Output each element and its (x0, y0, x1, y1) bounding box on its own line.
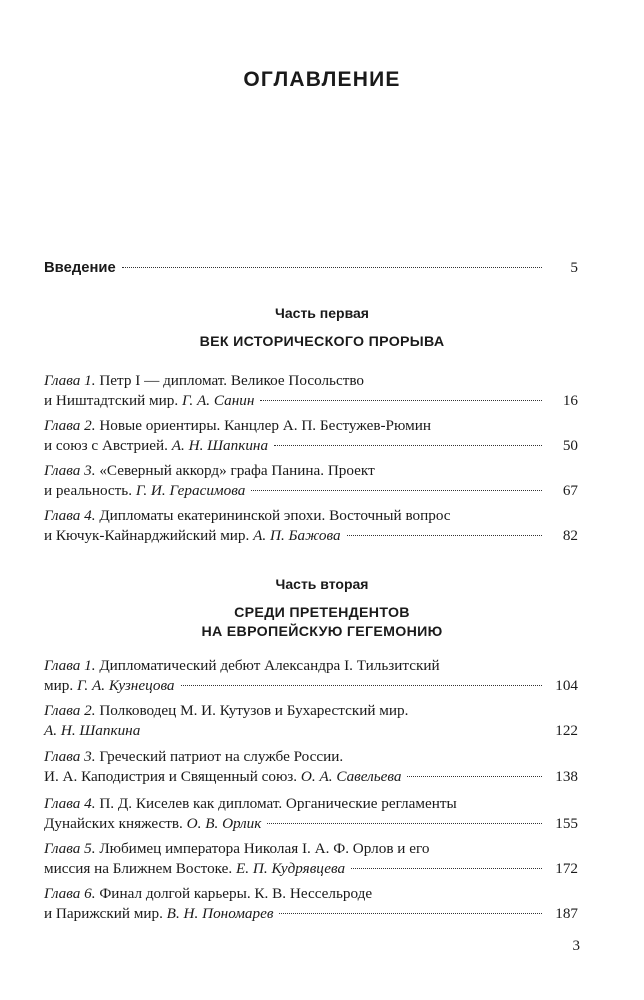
page-ref: 50 (562, 437, 578, 454)
chapter-title-line1: Петр I — дипломат. Великое Посольство (99, 372, 365, 389)
chapter-label: Глава 2. (44, 417, 96, 434)
page-ref: 187 (555, 905, 578, 922)
chapter-title-line2: и реальность. (44, 482, 133, 499)
chapter-title-line2: Дунайских княжеств. (44, 815, 183, 832)
page-ref: 155 (555, 815, 578, 832)
author: О. В. Орлик (186, 815, 262, 832)
chapter-title-line1: П. Д. Киселев как дипломат. Органические регламенты (99, 795, 457, 812)
dot-leader (351, 868, 542, 869)
chapter-title-line1: Дипломатический дебют Александра I. Тильзитский (99, 657, 440, 674)
chapter-title-line2: и Ништадтский мир. (44, 392, 179, 409)
chapter-title-line1: Финал долгой карьеры. К. В. Нессельроде (99, 885, 373, 902)
author: Е. П. Кудрявцева (236, 860, 346, 877)
page-ref: 122 (555, 722, 578, 739)
toc-entry[interactable] (44, 506, 578, 546)
chapter-label: Глава 2. (44, 702, 96, 719)
introduction-title: Введение (44, 260, 116, 276)
chapter-title-line2: миссия на Ближнем Востоке. (44, 860, 233, 877)
author: А. Н. Шапкина (171, 437, 269, 454)
part-label: Часть первая (275, 305, 369, 321)
page-ref: 82 (562, 527, 578, 544)
author: В. Н. Пономарев (166, 905, 274, 922)
toc-entry[interactable] (44, 656, 578, 696)
dot-leader (181, 685, 542, 686)
chapter-label: Глава 1. (44, 372, 96, 389)
toc-entry[interactable] (44, 461, 578, 501)
dot-leader (274, 445, 542, 446)
toc-entry[interactable] (44, 884, 578, 924)
page-ref: 104 (555, 677, 578, 694)
toc-entry[interactable] (44, 371, 578, 411)
chapter-title-line1: «Северный аккорд» графа Панина. Проект (99, 462, 375, 479)
page-title: ОГЛАВЛЕНИЕ (243, 68, 401, 91)
dot-leader (279, 913, 542, 914)
page-ref: 67 (562, 482, 578, 499)
dot-leader (251, 490, 542, 491)
author: Г. И. Герасимова (135, 482, 246, 499)
toc-entry[interactable] (44, 839, 578, 879)
chapter-title-line2: И. А. Каподистрия и Священный союз. (44, 768, 298, 785)
author: Г. А. Санин (181, 392, 255, 409)
part-label: Часть вторая (275, 576, 369, 592)
toc-entry[interactable] (44, 701, 578, 741)
author: А. П. Бажова (253, 527, 341, 544)
toc-entry[interactable] (44, 747, 578, 787)
chapter-label: Глава 3. (44, 462, 96, 479)
part-title-line: ВЕК ИСТОРИЧЕСКОГО ПРОРЫВА (199, 334, 445, 350)
author: А. Н. Шапкина (44, 722, 141, 739)
chapter-label: Глава 1. (44, 657, 96, 674)
dot-leader (407, 776, 542, 777)
chapter-title-line2: и Парижский мир. (44, 905, 163, 922)
author: О. А. Савельева (300, 768, 402, 785)
dot-leader (260, 400, 542, 401)
chapter-label: Глава 6. (44, 885, 96, 902)
dot-leader (267, 823, 542, 824)
chapter-label: Глава 5. (44, 840, 96, 857)
chapter-title-line2: мир. (44, 677, 74, 694)
page-ref: 5 (570, 259, 578, 276)
chapter-title-line1: Дипломаты екатерининской эпохи. Восточный вопрос (99, 507, 451, 524)
chapter-title-line1: Полководец М. И. Кутузов и Бухарестский мир. (99, 702, 409, 719)
toc-entry[interactable] (44, 416, 578, 456)
chapter-label: Глава 3. (44, 748, 96, 765)
chapter-title-line1: Любимец императора Николая I. А. Ф. Орлов и его (99, 840, 430, 857)
chapter-label: Глава 4. (44, 795, 96, 812)
chapter-title-line1: Новые ориентиры. Канцлер А. П. Бестужев-Рюмин (99, 417, 432, 434)
page-number: 3 (572, 938, 580, 954)
author: Г. А. Кузнецова (76, 677, 175, 694)
chapter-title-line2: и Кючук-Кайнарджийский мир. (44, 527, 250, 544)
toc-entry[interactable] (44, 794, 578, 834)
page-ref: 16 (562, 392, 578, 409)
page-ref: 138 (555, 768, 578, 785)
dot-leader (347, 535, 542, 536)
toc-entry-introduction[interactable] (44, 258, 578, 278)
chapter-title-line1: Греческий патриот на службе России. (99, 748, 344, 765)
chapter-title-line2: и союз с Австрией. (44, 437, 168, 454)
part-title-line: НА ЕВРОПЕЙСКУЮ ГЕГЕМОНИЮ (201, 624, 443, 640)
part-title-line: СРЕДИ ПРЕТЕНДЕНТОВ (234, 605, 410, 621)
dot-leader (122, 267, 542, 268)
chapter-label: Глава 4. (44, 507, 96, 524)
page-ref: 172 (555, 860, 578, 877)
